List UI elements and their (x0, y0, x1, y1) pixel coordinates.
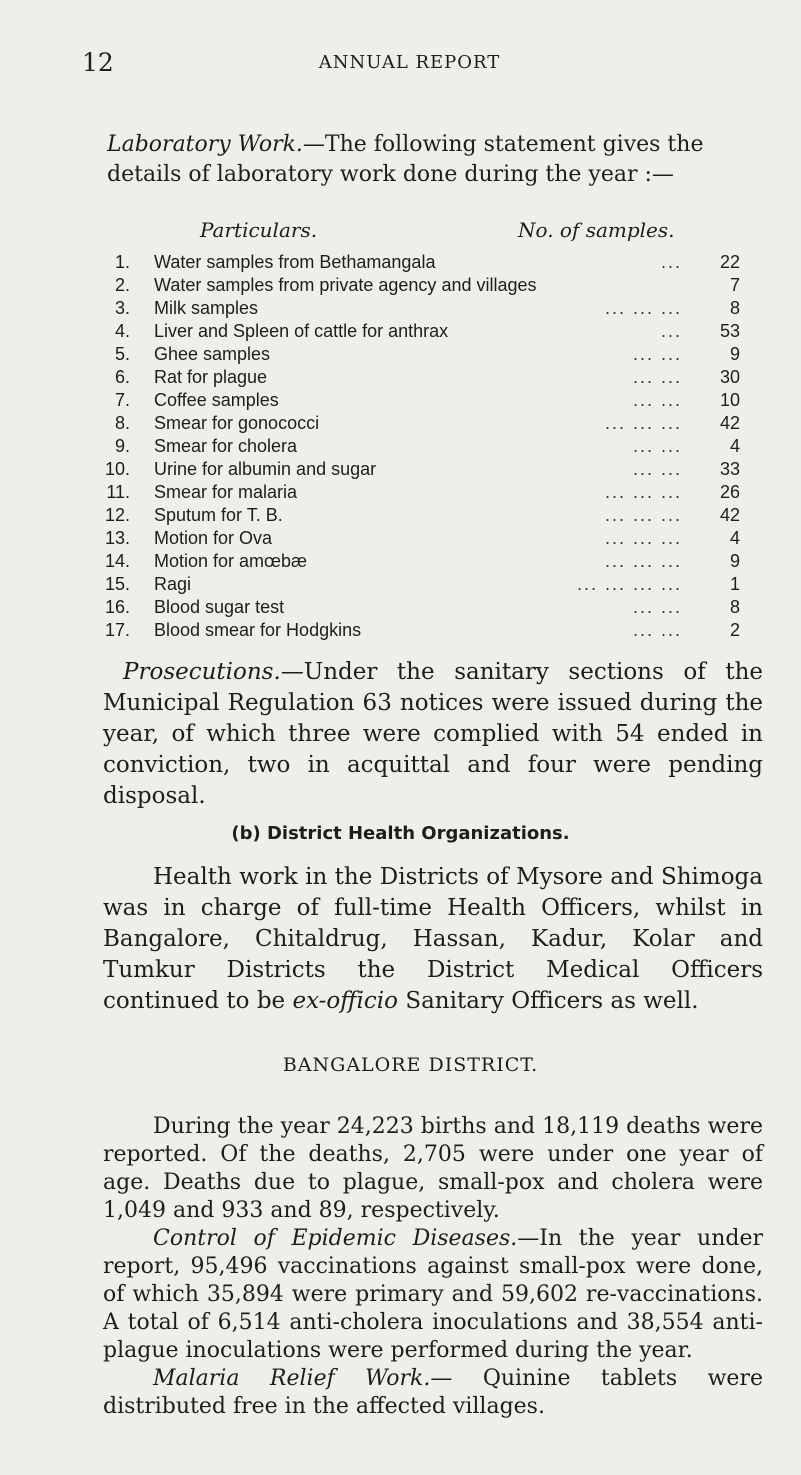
row-number: 10. (104, 459, 130, 479)
table-row (100, 528, 740, 551)
row-number: 12. (104, 505, 130, 525)
row-number: 3. (114, 298, 130, 318)
row-number: 2. (114, 275, 130, 295)
row-number: 5. (114, 344, 130, 364)
col-particulars-header: Particulars. (200, 218, 318, 242)
table-row (100, 505, 740, 528)
row-sample-count: 8 (729, 298, 740, 318)
table-row (100, 436, 740, 459)
table-row (100, 344, 740, 367)
row-description: Smear for gonococci (154, 413, 320, 433)
row-number: 15. (104, 574, 130, 594)
row-description: Motion for amœbæ (154, 551, 308, 571)
row-sample-count: 53 (719, 321, 740, 341)
row-leader-dots: ... ... ... (604, 298, 682, 318)
row-description: Blood sugar test (154, 597, 285, 617)
row-number: 16. (104, 597, 130, 617)
table-row (100, 574, 740, 597)
malaria-relief-title: Malaria Relief Work. (153, 1366, 431, 1391)
district-health-paragraph (103, 862, 763, 1017)
row-sample-count: 7 (729, 275, 740, 295)
table-row (100, 298, 740, 321)
row-sample-count: 30 (719, 367, 740, 387)
row-leader-dots: ... ... ... ... (576, 574, 682, 594)
row-sample-count: 33 (719, 459, 740, 479)
prosecutions-title: Prosecutions. (123, 659, 281, 685)
row-leader-dots: ... ... (632, 390, 682, 410)
row-leader-dots: ... (660, 252, 682, 272)
prosecutions-paragraph (103, 657, 763, 812)
row-number: 1. (114, 252, 130, 272)
row-sample-count: 22 (719, 252, 740, 272)
table-row (100, 252, 740, 275)
row-sample-count: 1 (729, 574, 740, 594)
row-leader-dots: ... ... (632, 620, 682, 640)
table-row (100, 367, 740, 390)
malaria-relief-text: — Quinine tablets were distributed free in the affected villages. (103, 1366, 763, 1419)
row-number: 14. (104, 551, 130, 571)
table-row (100, 321, 740, 344)
ex-officio-text: ex-officio (292, 988, 399, 1014)
row-sample-count: 9 (729, 551, 740, 571)
row-sample-count: 42 (719, 413, 740, 433)
running-head: ANNUAL REPORT (318, 52, 501, 73)
table-row (100, 620, 740, 643)
row-description: Motion for Ova (154, 528, 273, 548)
row-leader-dots: ... ... (632, 367, 682, 387)
row-sample-count: 4 (729, 436, 740, 456)
row-leader-dots: ... ... (632, 436, 682, 456)
lab-work-table (100, 252, 740, 643)
epidemic-control-text: —In the year under report, 95,496 vaccinations against small-pox were done, of which 35,894 were primary and 59,602 re-vaccinations. A total of 6,514 anti-cholera inoculations and 38,554 anti-plague inoculations were performed during the year. (103, 1226, 764, 1363)
row-leader-dots: ... ... ... (604, 551, 682, 571)
row-description: Milk samples (154, 298, 259, 318)
row-description: Blood smear for Hodgkins (154, 620, 362, 640)
row-description: Water samples from private agency and villages (154, 275, 537, 295)
row-number: 7. (114, 390, 130, 410)
row-leader-dots: ... ... ... (604, 413, 682, 433)
row-leader-dots: ... ... ... (604, 505, 682, 525)
district-health-text-before: Health work in the Districts of Mysore and Shimoga was in charge of full-time Health Officers, whilst in Bangalore, Chitaldrug, Hassan, Kadur, Kolar and Tumkur Districts the District Medical Officers continued to be (103, 864, 763, 1014)
row-number: 13. (104, 528, 130, 548)
table-row (100, 551, 740, 574)
bangalore-births-deaths: During the year 24,223 births and 18,119 deaths were reported. Of the deaths, 2,705 were under one year of age. Deaths due to plague, small-pox and cholera were 1,049 and 933 and 89, respectively. (103, 1114, 763, 1223)
prosecutions-text: —Under the sanitary sections of the Municipal Regulation 63 notices were issued during the year, of which three were complied with 54 ended in conviction, two in acquittal and four were pending disposal. (103, 659, 763, 809)
row-sample-count: 2 (729, 620, 740, 640)
row-leader-dots: ... ... (632, 597, 682, 617)
table-row (100, 597, 740, 620)
row-number: 6. (114, 367, 130, 387)
row-number: 8. (114, 413, 130, 433)
row-description: Urine for albumin and sugar (154, 459, 377, 479)
row-number: 17. (104, 620, 130, 640)
epidemic-control-title: Control of Epidemic Diseases. (153, 1226, 518, 1251)
row-leader-dots: ... (660, 321, 682, 341)
row-sample-count: 4 (729, 528, 740, 548)
row-number: 4. (114, 321, 130, 341)
row-description: Ghee samples (154, 344, 271, 364)
col-samples-header: No. of samples. (518, 218, 675, 242)
table-row (100, 390, 740, 413)
lab-work-title: Laboratory Work. (107, 132, 303, 157)
row-description: Smear for malaria (154, 482, 298, 502)
row-number: 11. (106, 482, 130, 502)
row-sample-count: 8 (729, 597, 740, 617)
table-row (100, 482, 740, 505)
row-description: Water samples from Bethamangala (154, 252, 436, 272)
row-sample-count: 42 (719, 505, 740, 525)
row-description: Smear for cholera (154, 436, 298, 456)
table-row (100, 459, 740, 482)
intro-text-2: details of laboratory work done during the year :— (107, 162, 674, 187)
district-health-text-after: Sanitary Officers as well. (398, 988, 699, 1014)
district-health-heading: (b) District Health Organizations. (231, 823, 570, 844)
page-header (82, 48, 737, 78)
row-leader-dots: ... ... ... (604, 482, 682, 502)
row-leader-dots: ... ... (632, 459, 682, 479)
row-sample-count: 9 (729, 344, 740, 364)
bangalore-section (103, 1113, 763, 1421)
bangalore-district-heading: BANGALORE DISTRICT. (282, 1054, 539, 1076)
row-description: Rat for plague (154, 367, 268, 387)
row-description: Ragi (154, 574, 192, 594)
row-leader-dots: ... ... ... (604, 528, 682, 548)
table-row (100, 275, 740, 298)
intro-text-1: —The following statement gives the (302, 132, 704, 157)
row-leader-dots: ... ... (632, 344, 682, 364)
row-description: Liver and Spleen of cattle for anthrax (154, 321, 449, 341)
row-number: 9. (114, 436, 130, 456)
row-description: Sputum for T. B. (154, 505, 283, 525)
intro-line-1 (107, 130, 762, 160)
table-row (100, 413, 740, 436)
row-description: Coffee samples (154, 390, 279, 410)
page-number: 12 (82, 48, 114, 77)
row-sample-count: 10 (719, 390, 740, 410)
row-sample-count: 26 (719, 482, 740, 502)
